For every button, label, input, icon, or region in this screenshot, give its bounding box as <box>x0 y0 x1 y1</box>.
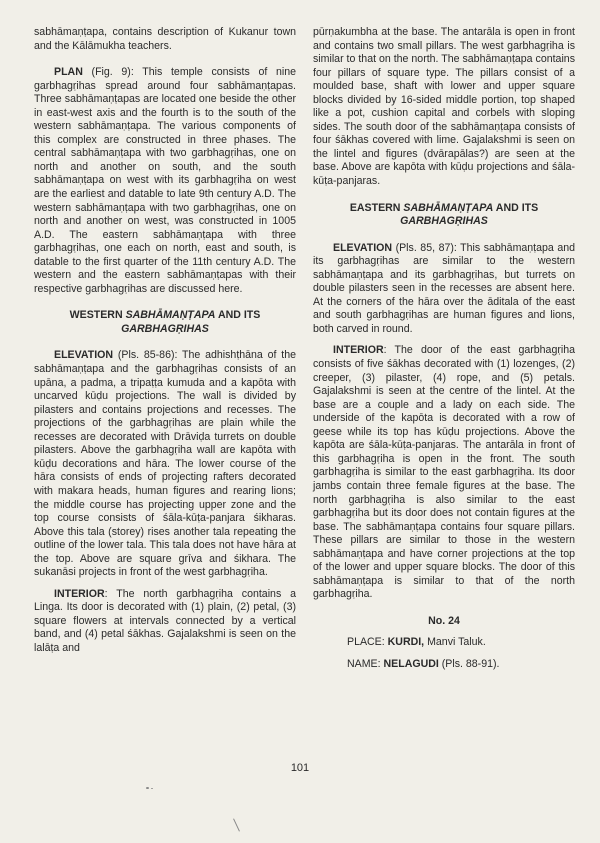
heading-eastern-part2: SABHĀMAṆṬAPA <box>403 201 494 214</box>
heading-eastern-part3: AND ITS <box>493 201 539 214</box>
paragraph-western-interior <box>34 588 296 656</box>
heading-western-part4: GARBHAGṚIHAS <box>121 322 209 335</box>
left-column <box>34 26 296 656</box>
western-elevation-text: (Pls. 85-86): The adhishṭhāna of the sabhāmaṇṭapa and the garbhagṛihas consists of an upāna, a padma, a tripaṭṭa kumuda and a kapōta with uncarved kūḍu projections. The wall is divided by pilasters and contains projections and recesses. The projections of the garbhagṛihas are plain while the recesses are decorated with Drāviḍa turrets on double pilasters. Above the garbhagṛiha wall are kapōta with kūḍu decorations and hāra. The lower course of the hāra consists of ends of projecting rafters decorated with makara heads, human figures and rearing lions; the middle course has projecting upper zone and the top course consists of śāla-kūṭa-panjara śikharas. Above this tala (storey) rises another tala repeating the outline of the lower tala. This tala does not have hāra at the top. Above are square grīva and śikhara. The sukanāsi projects in front of the west garbhagṛiha. <box>34 349 296 579</box>
heading-western-part3: AND ITS <box>215 309 261 322</box>
heading-western-part2: SABHĀMAṆṬAPA <box>125 309 216 322</box>
paragraph-eastern-interior <box>313 344 575 601</box>
name-line <box>347 658 575 672</box>
heading-eastern-part1: EASTERN <box>349 201 404 214</box>
heading-western-sabhamantapa <box>34 309 296 336</box>
interior-label: INTERIOR <box>333 344 384 357</box>
right-column <box>313 26 575 672</box>
paragraph-purnakumbha: pūrṇakumbha at the base. The antarāla is open in front and contains two small pillars. The west garbhagṛiha is similar to that on the north. The sabhāmaṇṭapa contains four pillars of square type. The pillars consist of a moulded base, shaft with lower and upper square blocks divided by 16-sided middle portion, top shaped like a pot, cushion capital and corbels with sloping sides. The south door of the sabhāmaṇṭapa consists of four śākhas covered with lime. Gajalakshmi is seen on the lintel and figures (dvārapālas?) are seen at the base. Above are kapōta with kūḍu projections and śāla-kūṭa-panjaras. <box>313 26 575 188</box>
interior-label: INTERIOR <box>54 587 105 600</box>
page-number: 101 <box>290 762 310 774</box>
place-line <box>347 636 575 650</box>
paragraph-eastern-elevation <box>313 242 575 337</box>
place-rest: Manvi Taluk. <box>424 636 486 649</box>
name-value: NELAGUDI <box>383 657 439 670</box>
plan-text: (Fig. 9): This temple consists of nine garbhagṛihas spread around four sabhāmaṇṭapas. Three sabhāmaṇṭapas are located one beside the other in east-west axis and the fourth is to the south of the western sabhāmaṇṭapa. The various components of this complex are constructed in three phases. The central sabhāmaṇṭapa with two garbhagṛihas, one on north and another on south, and the south sabhāmaṇṭapa on west with its garbhagṛiha on west are the earliest and datable to late 9th century A.D. The western sabhāmaṇṭapa with two garbhagṛihas, one on north and another on west, was constructed in 1005 A.D. The eastern sabhāmaṇṭapa with three garbhagṛihas, one each on north, east and south, is datable to the first quarter of the 11th century A.D. The western and the eastern sabhāmaṇṭapas with their respective garbhagṛihas are discussed here. <box>34 66 296 295</box>
entry-number: No. 24 <box>428 614 460 627</box>
heading-eastern-part4: GARBHAGṚIHAS <box>400 215 488 228</box>
name-rest: (Pls. 88-91). <box>438 657 500 670</box>
paragraph-western-elevation <box>34 349 296 579</box>
name-label: NAME: <box>347 657 384 670</box>
place-value: KURDI, <box>387 636 425 649</box>
place-label: PLACE: <box>347 636 388 649</box>
eastern-elevation-text: (Pls. 85, 87): This sabhāmaṇṭapa and its garbhagṛihas are similar to the western sabhāmaṇṭapa and its garbhagṛihas, but turrets on double pilasters seen in the recesses are absent here. At the corners of the hāra over the āditala of the east and south garbhagṛihas are human figures and lions, both carved in round. <box>313 241 575 335</box>
elevation-label: ELEVATION <box>54 349 114 362</box>
print-speck <box>233 818 240 831</box>
heading-eastern-sabhamantapa <box>313 202 575 229</box>
plan-label: PLAN <box>54 66 83 79</box>
paragraph-kukanur: sabhāmaṇṭapa, contains description of Kukanur town and the Kālāmukha teachers. <box>34 26 296 52</box>
print-speck <box>146 787 149 789</box>
elevation-label: ELEVATION <box>333 241 393 254</box>
eastern-interior-text: : The door of the east garbhagṛiha consists of five śākhas decorated with (1) lozenges, (2) creeper, (3) pilaster, (4) rope, and (5) petals. Gajalakshmi is seen at the centre of the lintel. At the base are a couple and a lady on each side. The underside of the kapōta is decorated with a row of geese while its top has kūḍu projections. Above the kapōta are śāla-kūṭa-panjaras. The antarāla in front of this garbhagṛiha is open in the front. The south garbhagṛiha is similar to the east garbhagṛiha. Its door jambs contain three female figures at the base. The north garbhagṛiha is also similar to the east garbhagṛiha but its door does not contain figures at the base. The sabhāmaṇṭapa contains four square pillars. These pillars are similar to those in the western sabhāmaṇṭapa and have corner projections at the top of the lower and upper square blocks. The door of this sabhāmaṇṭapa is similar to that of the north garbhagṛiha. <box>313 344 575 601</box>
print-speck <box>151 788 153 789</box>
western-interior-text: : The north garbhagṛiha contains a Linga. Its door is decorated with (1) plain, (2) petal, (3) square flowers at intervals connected by a vertical band, and (4) petal śākhas. Gajalakshmi is seen on the lalāṭa and <box>34 587 296 654</box>
paragraph-plan <box>34 66 296 296</box>
heading-western-part1: WESTERN <box>69 309 126 322</box>
